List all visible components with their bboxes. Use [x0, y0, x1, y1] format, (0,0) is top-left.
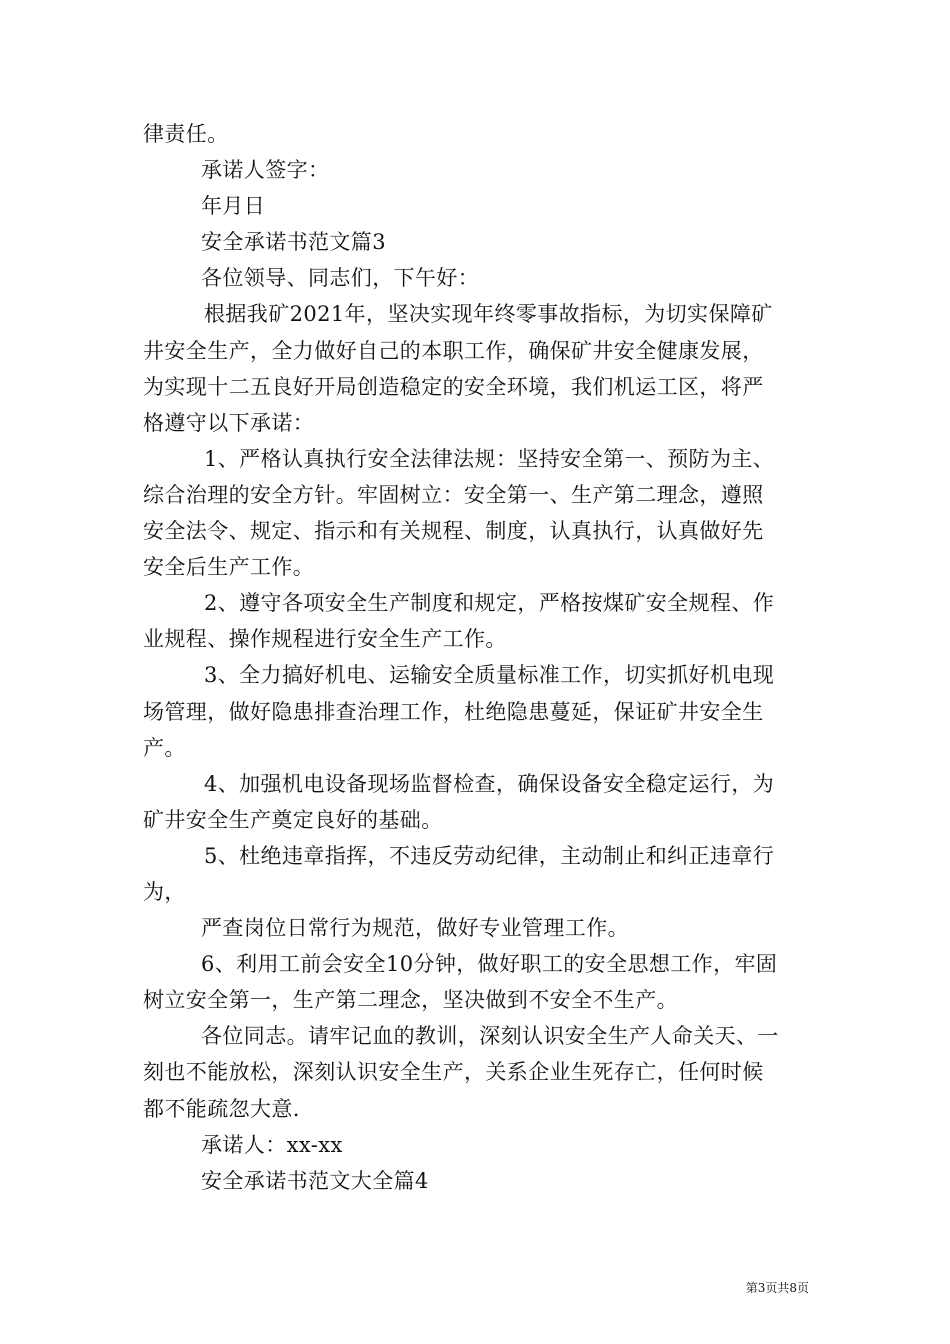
text-line: 严查岗位日常行为规范，做好专业管理工作。 — [201, 916, 629, 941]
text-line: 安全后生产工作。 — [143, 555, 315, 580]
text-line: 综合治理的安全方针。牢固树立：安全第一、生产第二理念，遵照 — [143, 482, 764, 507]
text-line: 律责任。 — [143, 122, 229, 146]
date-label: 年月日 — [201, 194, 266, 219]
text-line: 2、遵守各项安全生产制度和规定，严格按煤矿安全规程、作 — [204, 591, 775, 616]
text-line: 各位同志。请牢记血的教训，深刻认识安全生产人命关天、一 — [201, 1024, 779, 1049]
signatory-line: 承诺人：xx-xx — [201, 1132, 343, 1157]
text-line: 1、严格认真执行安全法律法规：坚持安全第一、预防为主、 — [204, 446, 775, 471]
text-line: 6、利用工前会安全10分钟，做好职工的安全思想工作，牢固 — [201, 952, 778, 977]
document-body — [143, 116, 809, 1199]
text-line: 5、杜绝违章指挥，不违反劳动纪律，主动制止和纠正违章行 — [204, 843, 775, 868]
section-heading: 安全承诺书范文大全篇4 — [201, 1168, 429, 1193]
text-line: 刻也不能放松，深刻认识安全生产，关系企业生死存亡，任何时候 — [143, 1060, 764, 1085]
text-line: 根据我矿2021年，坚决实现年终零事故指标，为切实保障矿 — [204, 302, 773, 327]
text-line: 4、加强机电设备现场监督检查，确保设备安全稳定运行，为 — [204, 771, 775, 796]
text-line: 安全法令、规定、指示和有关规程、制度，认真执行，认真做好先 — [143, 519, 764, 544]
text-line: 为， — [143, 879, 186, 904]
page-indicator: 第3页共8页 — [745, 1281, 809, 1295]
text-line: 产。 — [143, 735, 186, 760]
text-line: 3、全力搞好机电、运输安全质量标准工作，切实抓好机电现 — [204, 663, 775, 688]
text-line: 矿井安全生产奠定良好的基础。 — [143, 807, 443, 832]
section-heading: 安全承诺书范文篇3 — [201, 230, 386, 255]
text-line: 井安全生产，全力做好自己的本职工作，确保矿井安全健康发展， — [143, 338, 764, 363]
greeting: 各位领导、同志们，下午好： — [201, 266, 480, 291]
text-line: 都不能疏忽大意. — [143, 1096, 300, 1121]
text-line: 场管理，做好隐患排查治理工作，杜绝隐患蔓延，保证矿井安全生 — [143, 699, 764, 724]
text-line: 业规程、操作规程进行安全生产工作。 — [143, 627, 507, 652]
text-line: 树立安全第一，生产第二理念，坚决做到不安全不生产。 — [143, 988, 678, 1013]
text-line: 为实现十二五良好开局创造稳定的安全环境，我们机运工区，将严 — [143, 374, 764, 399]
signature-label: 承诺人签字： — [201, 158, 330, 183]
text-line: 格遵守以下承诺： — [143, 410, 315, 435]
